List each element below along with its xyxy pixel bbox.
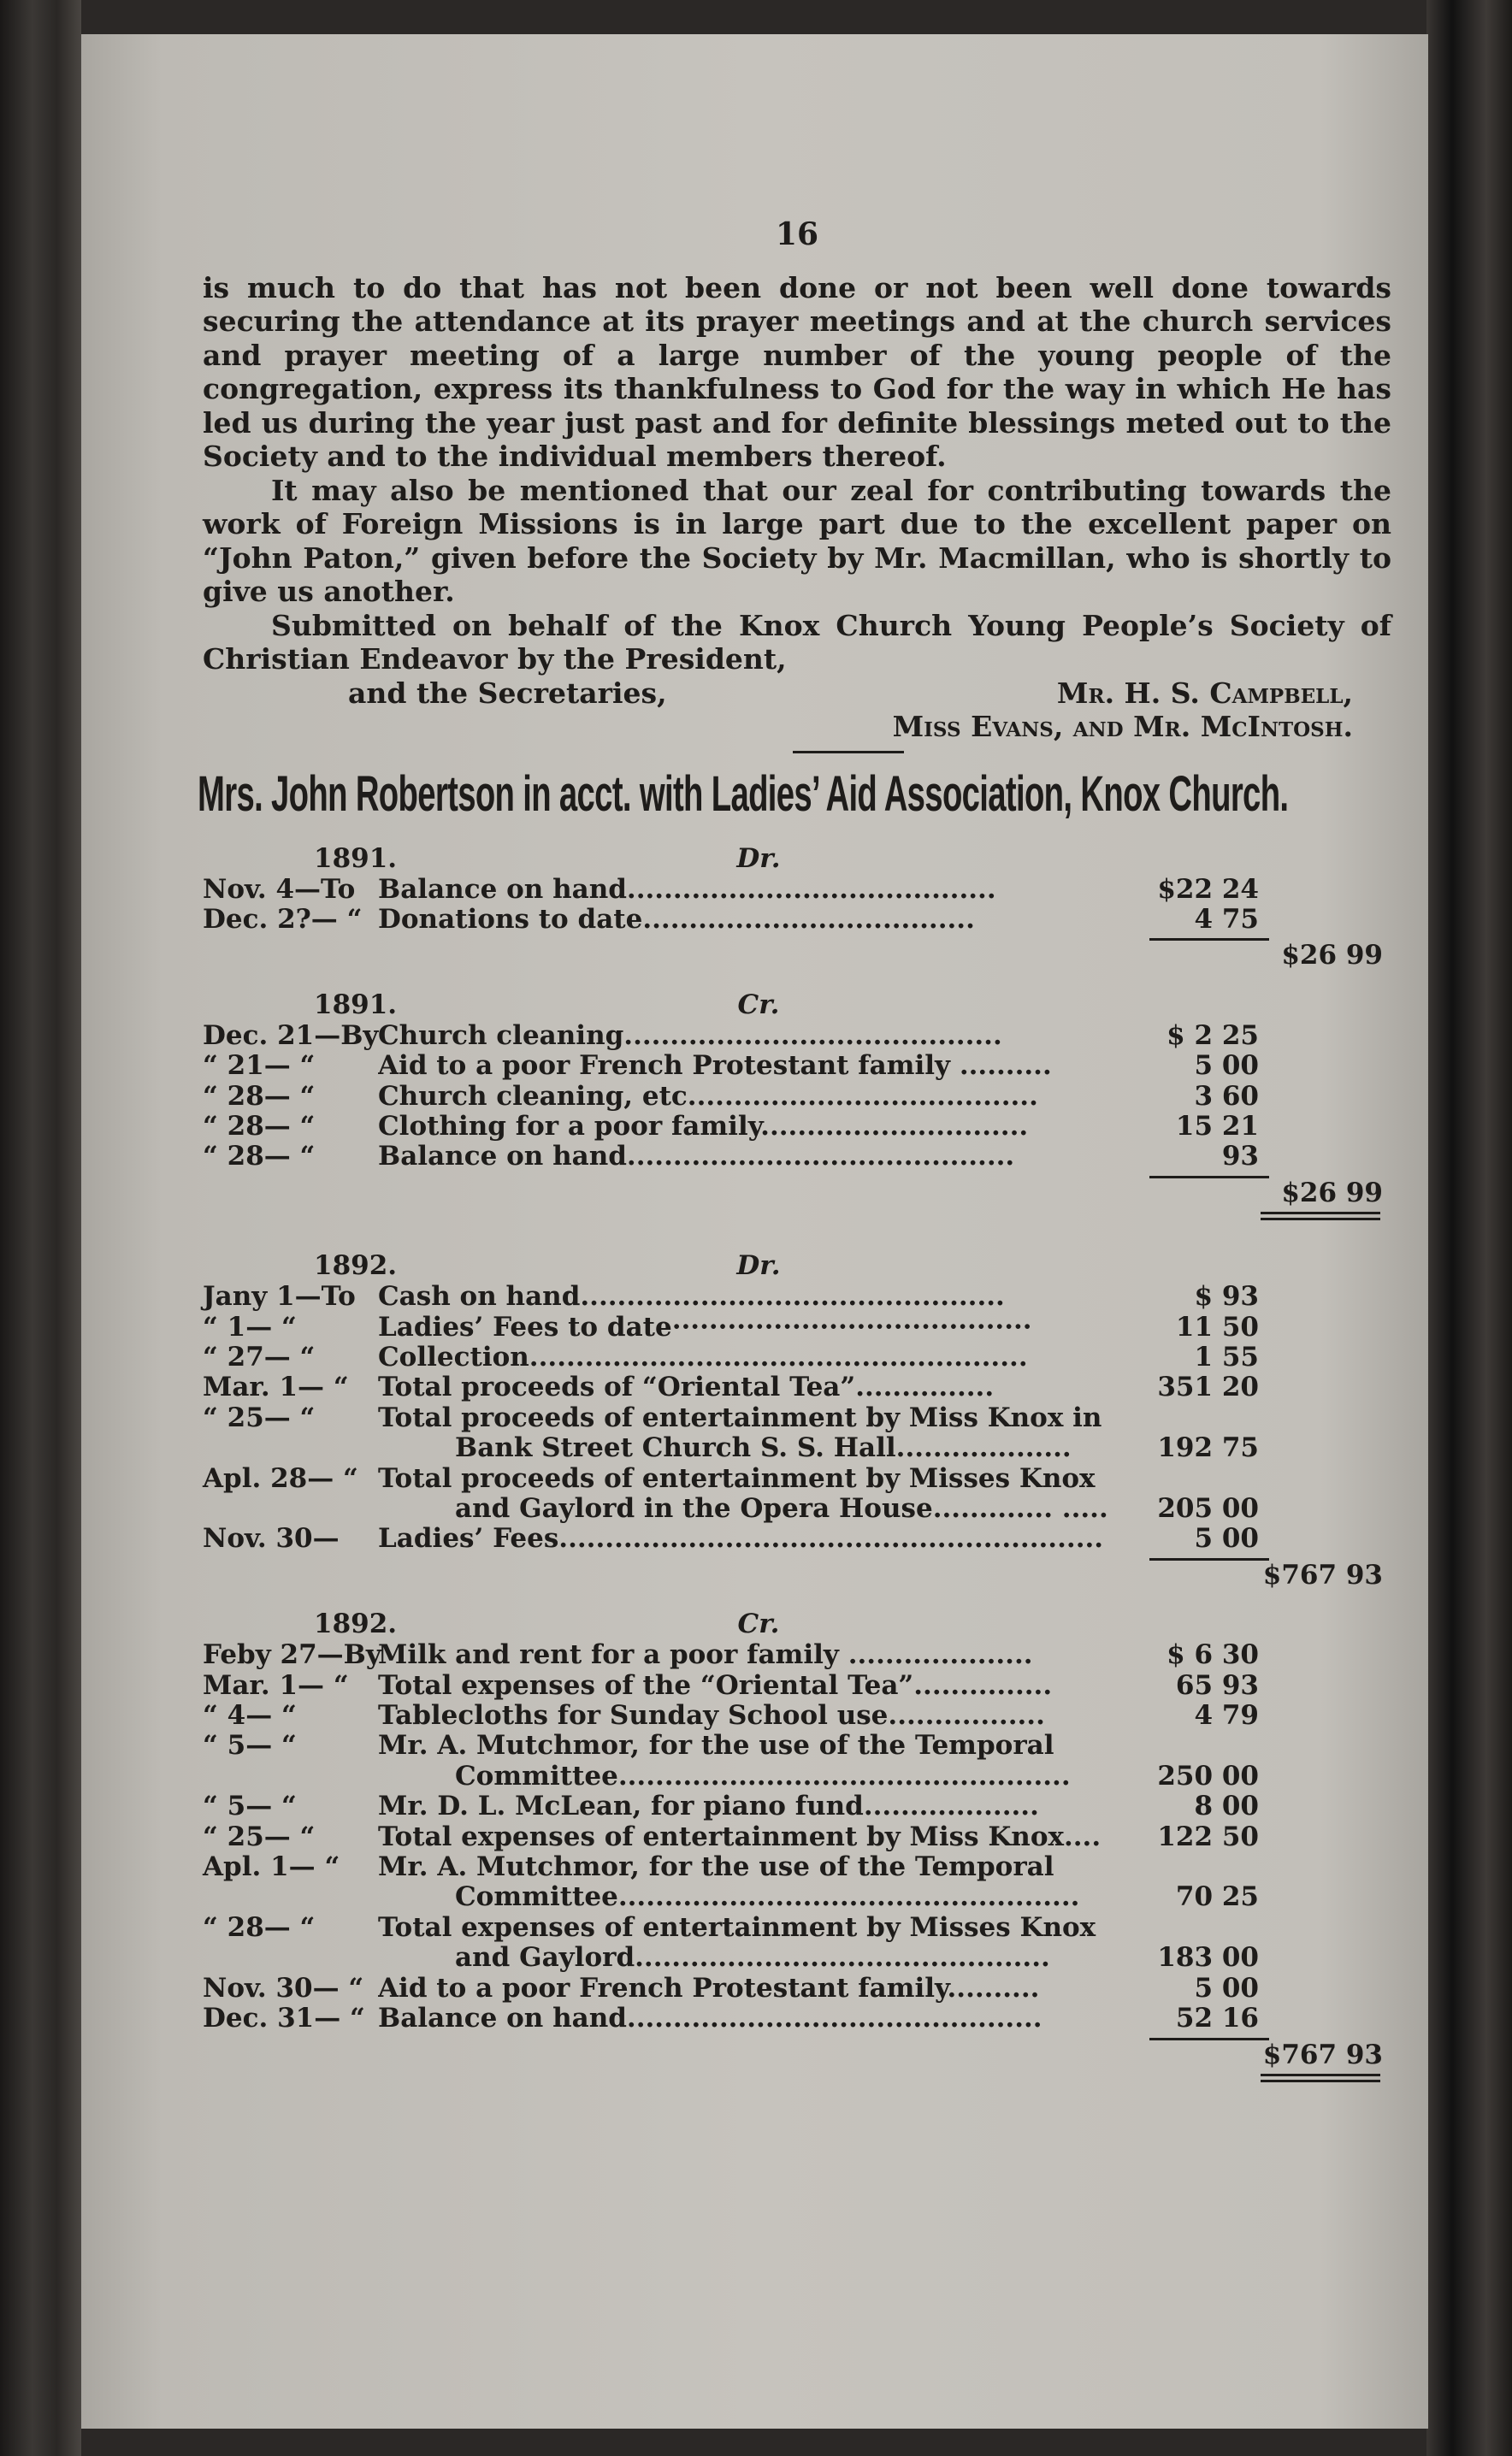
ledger-description: Milk and rent for a poor family .................... — [378, 1640, 1033, 1671]
ledger-description: Bank Street Church S. S. Hall................... — [455, 1433, 1072, 1464]
ledger-total: $767 93 — [1262, 1559, 1383, 1591]
report-paragraph-3: Submitted on behalf of the Knox Church Young People’s Society of Christian Endeavor by the President, — [203, 608, 1391, 676]
ledger-year: 1892. — [314, 1609, 398, 1640]
ledger-row — [203, 1282, 1391, 1312]
ledger-date: Dec. 21—By — [203, 1019, 379, 1051]
ledger-row — [203, 1943, 1391, 1973]
ledger-section-header — [203, 1251, 1391, 1282]
ledger-description: Balance on hand........................................ — [378, 874, 996, 905]
ledger-amount: $ 6 30 — [1166, 1639, 1259, 1671]
ledger-row — [203, 1822, 1391, 1852]
ledger-row — [203, 905, 1391, 935]
ledger-description: Ladies’ Fees........................................................... — [378, 1524, 1104, 1555]
ledger-total: $26 99 — [1281, 940, 1383, 971]
ledger-description: Committee.................................................. — [455, 1882, 1080, 1913]
book-edge-right — [1426, 0, 1512, 2456]
ledger-date: “ 5— “ — [203, 1791, 297, 1822]
ledger-row — [203, 1403, 1391, 1433]
ledger-row — [203, 1494, 1391, 1524]
ledger-row — [203, 1051, 1391, 1081]
signature-campbell: Mr. H. S. Campbell, — [1056, 676, 1353, 710]
ledger-row — [203, 1464, 1391, 1494]
ledger-date: Nov. 30— “ — [203, 1972, 364, 2004]
ledger-year: 1892. — [314, 1250, 398, 1282]
ledger-row — [203, 1731, 1391, 1761]
ledger-date: “ 4— “ — [203, 1700, 297, 1732]
ledger-row — [203, 1792, 1391, 1821]
ledger-total: $767 93 — [1262, 2039, 1383, 2070]
ledger-date: “ 28— “ — [203, 1911, 316, 1943]
ledger-total: $26 99 — [1281, 1177, 1383, 1208]
page-content — [198, 216, 1391, 2098]
ledger-description: Balance on hand............................................. — [378, 2004, 1042, 2034]
ledger-amount: 351 20 — [1157, 1372, 1259, 1403]
ledger-amount: 5 00 — [1194, 1050, 1259, 1082]
ledger-date: “ 1— “ — [203, 1311, 297, 1343]
ledger-row — [203, 1021, 1391, 1051]
signature-line-1 — [203, 676, 1391, 711]
ledger-amount: 1 55 — [1194, 1341, 1259, 1373]
ledger-side: Cr. — [737, 1609, 780, 1640]
account-ledger — [203, 844, 1391, 2098]
ledger-row — [203, 1882, 1391, 1912]
ledger-amount: $22 24 — [1157, 873, 1259, 905]
ledger-date: Mar. 1— “ — [203, 1372, 349, 1403]
ledger-section-header — [203, 844, 1391, 875]
ledger-description: Aid to a poor French Protestant family .......... — [378, 1051, 1052, 1082]
ledger-description: Clothing for a poor family............................. — [378, 1111, 1029, 1142]
ledger-date: Dec. 31— “ — [203, 2003, 365, 2034]
page-number: 16 — [775, 216, 819, 252]
ledger-description: Donations to date.................................... — [378, 904, 975, 935]
ledger-row — [203, 1313, 1391, 1343]
ledger-row — [203, 1433, 1391, 1463]
signature-line-2: Miss Evans, and Mr. McIntosh. — [892, 710, 1353, 743]
ledger-side: Cr. — [737, 989, 780, 1020]
ledger-date: “ 5— “ — [203, 1730, 297, 1762]
ledger-date: Mar. 1— “ — [203, 1669, 349, 1701]
ledger-total-row — [203, 941, 1391, 971]
ledger-description: Total expenses of entertainment by Misses Knox — [378, 1912, 1096, 1943]
ledger-date: “ 27— “ — [203, 1341, 316, 1373]
ledger-section-header — [203, 990, 1391, 1021]
ledger-amount: 52 16 — [1175, 2003, 1259, 2034]
report-paragraph-2: It may also be mentioned that our zeal for contributing towards the work of Foreign Missions is in large part due to the excellent paper on “John Paton,” given before the Society by Mr. Macmillan, who is shortly to give us another. — [203, 473, 1391, 608]
ledger-date: Jany 1—To — [203, 1281, 356, 1313]
ledger-amount: 5 00 — [1194, 1523, 1259, 1555]
ledger-description: Mr. A. Mutchmor, for the use of the Temporal — [378, 1731, 1054, 1762]
ledger-row — [203, 1112, 1391, 1142]
ledger-amount: 65 93 — [1175, 1669, 1259, 1701]
ledger-amount: 205 00 — [1157, 1493, 1259, 1524]
ledger-side: Dr. — [736, 842, 781, 874]
section-gap — [203, 1217, 1391, 1251]
ledger-description: Total expenses of the “Oriental Tea”............... — [378, 1670, 1053, 1701]
ledger-amount: $ 2 25 — [1166, 1019, 1259, 1051]
ledger-amount: 4 75 — [1194, 903, 1259, 935]
ledger-amount: 3 60 — [1194, 1080, 1259, 1112]
ledger-description: Total proceeds of “Oriental Tea”............... — [378, 1373, 995, 1403]
ledger-date: Feby 27—By — [203, 1639, 381, 1671]
ledger-total-row — [203, 2040, 1391, 2070]
ledger-amount: $ 93 — [1194, 1281, 1259, 1313]
ledger-date: Apl. 28— “ — [203, 1462, 358, 1494]
ledger-description: Total expenses of entertainment by Miss Knox.... — [378, 1821, 1102, 1852]
account-title: Mrs. John Robertson in acct. with Ladies’ Aid Association, Knox Church. — [198, 765, 1289, 822]
report-paragraph-1: is much to do that has not been done or not been well done towards securing the attendance at its prayer meetings and at the church services and prayer meeting of a large number of the young people of the congregation, express its thankfulness to God for the way in which He has led us during the year just past and for definite blessings meted out to the Society and to the individual members thereof. — [203, 270, 1391, 473]
ledger-row — [203, 1524, 1391, 1554]
ledger-description: and Gaylord............................................. — [455, 1943, 1050, 1974]
ledger-row — [203, 1913, 1391, 1943]
ledger-row — [203, 1082, 1391, 1112]
ledger-row — [203, 1142, 1391, 1172]
ledger-description: Balance on hand.......................................... — [378, 1142, 1015, 1172]
ledger-row — [203, 1852, 1391, 1882]
signature-secretaries: and the Secretaries, — [348, 676, 667, 710]
ledger-description: and Gaylord in the Opera House............. ..... — [455, 1494, 1108, 1524]
ledger-row — [203, 1974, 1391, 2004]
ledger-total-row — [203, 1561, 1391, 1591]
double-rule — [1261, 1212, 1380, 1214]
ledger-row — [203, 1640, 1391, 1670]
ledger-description: Total proceeds of entertainment by Miss Knox in — [378, 1402, 1102, 1433]
ledger-amount: 183 00 — [1157, 1942, 1259, 1974]
section-gap — [203, 971, 1391, 990]
ledger-date: “ 28— “ — [203, 1080, 316, 1112]
ledger-amount: 4 79 — [1194, 1700, 1259, 1732]
ledger-description: Ladies’ Fees to date······································· — [378, 1312, 1032, 1343]
section-gap — [203, 2079, 1391, 2098]
book-spine-left — [0, 0, 81, 2456]
ledger-row — [203, 1373, 1391, 1402]
ledger-description: Church cleaning, etc...................................... — [378, 1081, 1038, 1112]
ledger-amount: 192 75 — [1157, 1432, 1259, 1464]
ledger-date: Dec. 2?— “ — [203, 903, 363, 935]
ledger-amount: 15 21 — [1175, 1110, 1259, 1142]
ledger-date: Nov. 4—To — [203, 873, 356, 905]
ledger-description: Mr. D. L. McLean, for piano fund................... — [378, 1792, 1039, 1822]
ledger-row — [203, 1671, 1391, 1701]
ledger-date: Apl. 1— “ — [203, 1851, 340, 1883]
section-divider — [793, 751, 904, 753]
ledger-description: Total proceeds of entertainment by Misses Knox — [378, 1463, 1096, 1494]
ledger-date: “ 21— “ — [203, 1050, 316, 1082]
ledger-amount: 70 25 — [1175, 1881, 1259, 1913]
ledger-description: Collection...................................................... — [378, 1342, 1028, 1373]
ledger-amount: 250 00 — [1157, 1760, 1259, 1792]
ledger-row — [203, 1701, 1391, 1731]
ledger-amount: 93 — [1221, 1141, 1259, 1172]
ledger-description: Cash on hand.............................................. — [378, 1282, 1005, 1313]
ledger-section-header — [203, 1609, 1391, 1640]
ledger-year: 1891. — [314, 842, 398, 874]
ledger-row — [203, 1343, 1391, 1373]
ledger-description: Church cleaning......................................... — [378, 1020, 1002, 1051]
ledger-description: Mr. A. Mutchmor, for the use of the Temporal — [378, 1852, 1054, 1883]
ledger-row — [203, 875, 1391, 905]
ledger-amount: 8 00 — [1194, 1791, 1259, 1822]
ledger-date: Nov. 30— — [203, 1523, 340, 1555]
ledger-row — [203, 2004, 1391, 2034]
ledger-date: “ 28— “ — [203, 1110, 316, 1142]
ledger-amount: 11 50 — [1175, 1311, 1259, 1343]
ledger-amount: 122 50 — [1157, 1821, 1259, 1852]
double-rule — [1261, 2074, 1380, 2076]
ledger-amount: 5 00 — [1194, 1972, 1259, 2004]
ledger-year: 1891. — [314, 989, 398, 1020]
ledger-date: “ 25— “ — [203, 1821, 316, 1852]
section-gap — [203, 1591, 1391, 1609]
ledger-total-row — [203, 1178, 1391, 1208]
ledger-date: “ 28— “ — [203, 1141, 316, 1172]
ledger-description: Committee................................................. — [455, 1761, 1071, 1792]
ledger-date: “ 25— “ — [203, 1402, 316, 1433]
ledger-row — [203, 1762, 1391, 1792]
ledger-side: Dr. — [736, 1250, 781, 1282]
ledger-description: Aid to a poor French Protestant family.......... — [378, 1973, 1040, 2004]
ledger-description: Tablecloths for Sunday School use................. — [378, 1701, 1045, 1732]
